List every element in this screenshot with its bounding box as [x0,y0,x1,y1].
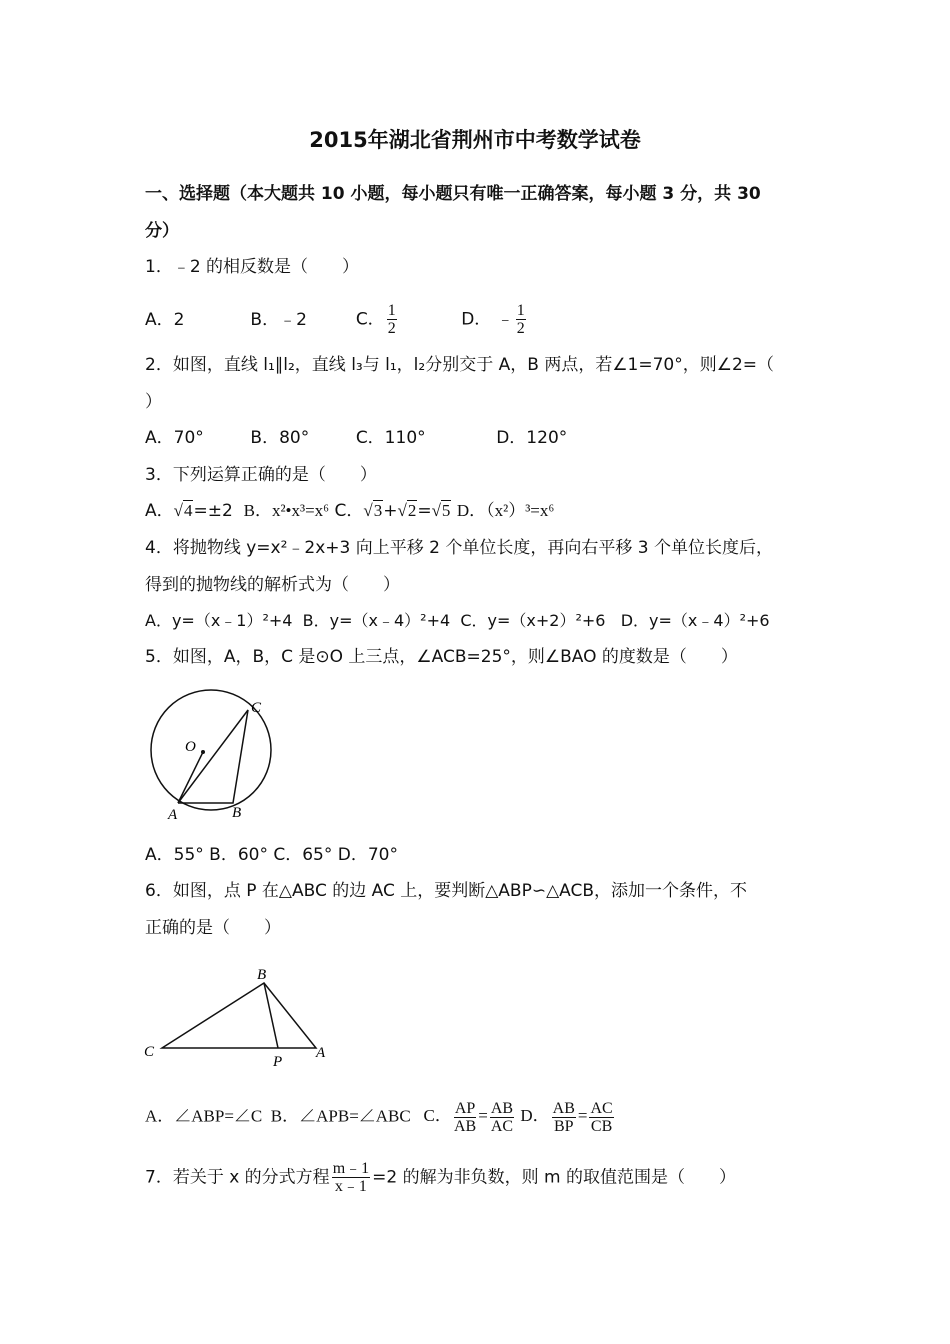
label-b: B [232,805,242,821]
q3-option-a: A．√4=±2 [145,501,233,521]
q2-option-c: C．110° [355,428,426,448]
q2-option-d: D．120° [496,428,568,448]
q4-option-a: A．y=（x﹣1）²+4 [145,611,293,630]
q1-option-d: D． ﹣ $\frac{1}{2}$ [461,302,525,337]
q1-stem: 1．﹣2 的相反数是（ ） [145,257,360,277]
q2-options [145,426,567,450]
q7-stem: 7．若关于 x 的分式方程 $\frac{m﹣1}{x﹣1}$ =2 的解为非负数，则 m 的取值范围是（ ） [145,1160,736,1195]
center-point [201,750,205,754]
q2-option-a: A．70° [145,428,204,448]
q3-option-d: D．（x²）³=x⁶ [456,501,555,520]
q3-option-c: C．√3+√2=√5 [334,501,451,521]
q5-circle-figure [135,685,275,825]
q5-options: A．55° B．60° C．65° D．70° [145,845,398,865]
q6-stem: 6．如图，点 P 在△ABC 的边 AC 上，要判断△ABP∽△ACB，添加一个条件，不 [145,881,748,901]
q4-option-b: B．y=（x﹣4）²+4 [302,611,451,630]
q2-stem: 2．如图，直线 l₁∥l₂，直线 l₃与 l₁，l₂分别交于 A，B 两点，若∠1=70°，则∠2=（ [145,355,775,375]
section-heading: 一、选择题（本大题共 10 小题，每小题只有唯一正确答案，每小题 3 分，共 30 [145,184,761,204]
label-p: P [273,1054,283,1070]
triangle-abc [178,710,248,803]
q1-option-b: B．﹣2 [250,309,307,330]
q4-stem: 4．将抛物线 y=x²﹣2x+3 向上平移 2 个单位长度，再向右平移 3 个单位长度后， [145,538,773,558]
section-heading-cont: 分） [145,221,179,241]
q4-stem-cont: 得到的抛物线的解析式为（ ） [145,575,400,595]
q3-stem: 3．下列运算正确的是（ ） [145,465,377,485]
q6-stem-cont: 正确的是（ ） [145,918,281,938]
segment-ao [178,752,203,803]
q3-options [145,499,554,523]
q6-options [145,1100,616,1135]
q1-option-c: C． $\frac{1}{2}$ [355,302,396,337]
q4-option-d: D．y=（x﹣4）²+6 [620,611,770,630]
page-title: 2015年湖北省荆州市中考数学试卷 [309,128,641,152]
q3-option-b: B．x²•x³=x⁶ [243,501,330,520]
q6-triangle-figure [140,960,340,1075]
q2-stem-cont: ） [145,392,162,412]
label-b: B [257,967,267,983]
q1-option-a: A．2 [145,309,185,330]
label-a: A [316,1045,326,1061]
label-a: A [168,807,178,823]
q4-options [145,609,770,633]
q2-option-b: B．80° [250,428,310,448]
q1-options [145,302,528,337]
q6-option-c: C． $\frac{AP}{AB}$ = $\frac{AB}{AC}$ [423,1100,514,1135]
q4-option-c: C．y=（x+2）²+6 [460,611,606,630]
q6-option-b: B．∠APB=∠ABC [270,1106,411,1126]
triangle-abc [162,983,316,1048]
q6-option-d: D． $\frac{AB}{BP}$ = $\frac{AC}{CB}$ [520,1100,613,1135]
q6-option-a: A．∠ABP=∠C [145,1106,263,1126]
label-c: C [144,1044,155,1060]
q5-stem: 5．如图，A，B，C 是⊙O 上三点，∠ACB=25°，则∠BAO 的度数是（ ） [145,647,738,667]
label-c: C [251,700,262,716]
label-o: O [185,739,196,755]
